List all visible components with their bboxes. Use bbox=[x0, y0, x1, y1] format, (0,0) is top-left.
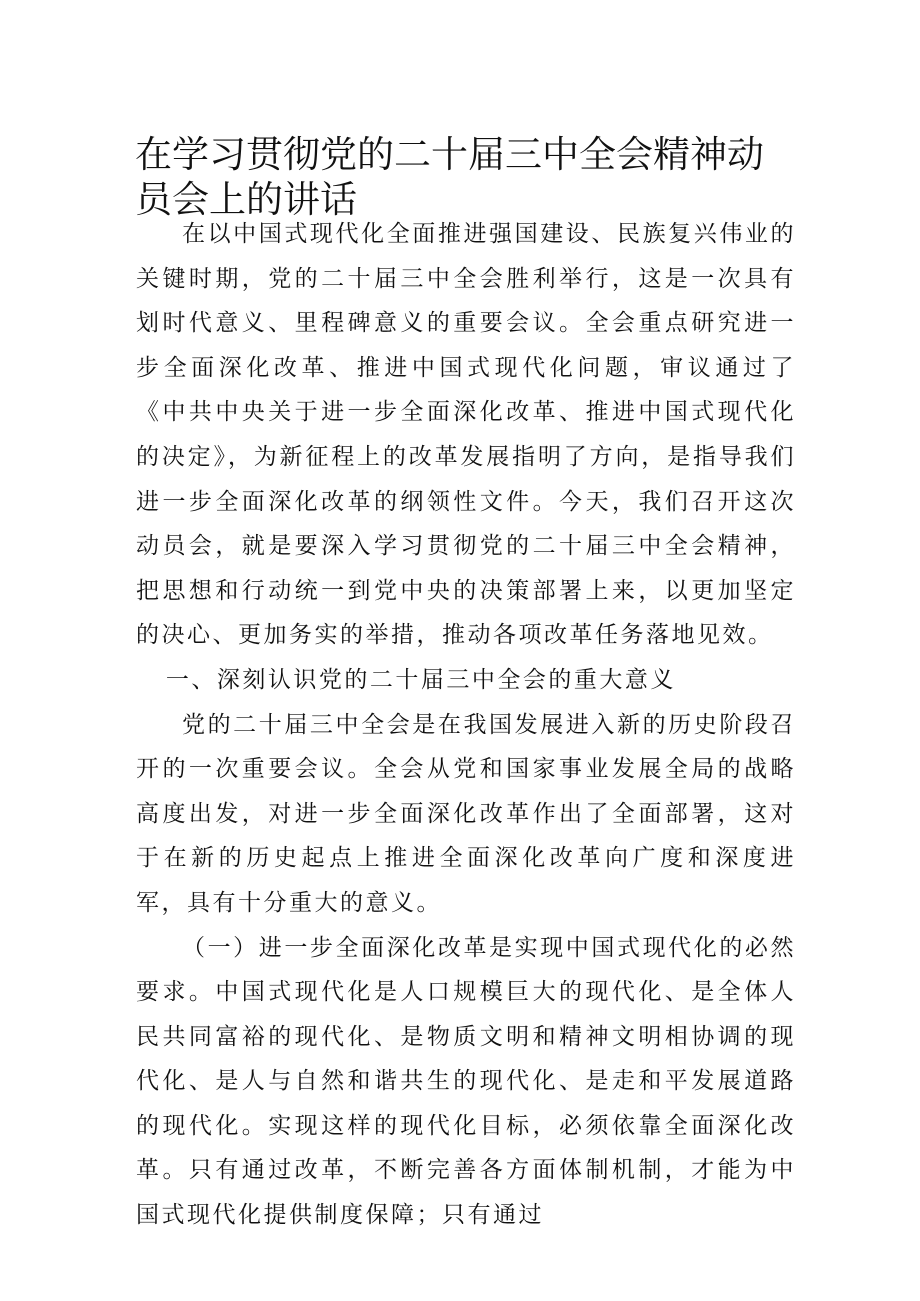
paragraph-intro: 在以中国式现代化全面推进强国建设、民族复兴伟业的关键时期，党的二十届三中全会胜利举行，这是一次具有划时代意义、里程碑意义的重要会议。全会重点研究进一步全面深化改革、推进中国式现代化问题，审议通过了《中共中央关于进一步全面深化改革、推进中国式现代化的决定》，为新征程上的改革发展指明了方向，是指导我们进一步全面深化改革的纲领性文件。今天，我们召开这次动员会，就是要深入学习贯彻党的二十届三中全会精神，把思想和行动统一到党中央的决策部署上来，以更加坚定的决心、更加务实的举措，推动各项改革任务落地见效。 bbox=[136, 221, 796, 649]
paragraph-section-1: 党的二十届三中全会是在我国发展进入新的历史阶段召开的一次重要会议。全会从党和国家事业发展全局的战略高度出发，对进一步全面深化改革作出了全面部署，这对于在新的历史起点上推进全面深化改革向广度和深度进军，具有十分重大的意义。 bbox=[136, 711, 796, 916]
document-title: 在学习贯彻党的二十届三中全会精神动员会上的讲话 bbox=[135, 133, 764, 221]
paragraph-subsection-1: （一）进一步全面深化改革是实现中国式现代化的必然要求。中国式现代化是人口规模巨大的现代化、是全体人民共同富裕的现代化、是物质文明和精神文明相协调的现代化、是人与自然和谐共生的现代化、是走和平发展道路的现代化。实现这样的现代化目标，必须依靠全面深化改革。只有通过改革，不断完善各方面体制机制，才能为中国式现代化提供制度保障；只有通过 bbox=[136, 934, 796, 1229]
section-heading-1: 一、深刻认识党的二十届三中全会的重大意义 bbox=[165, 666, 676, 693]
document-body bbox=[136, 212, 796, 1238]
